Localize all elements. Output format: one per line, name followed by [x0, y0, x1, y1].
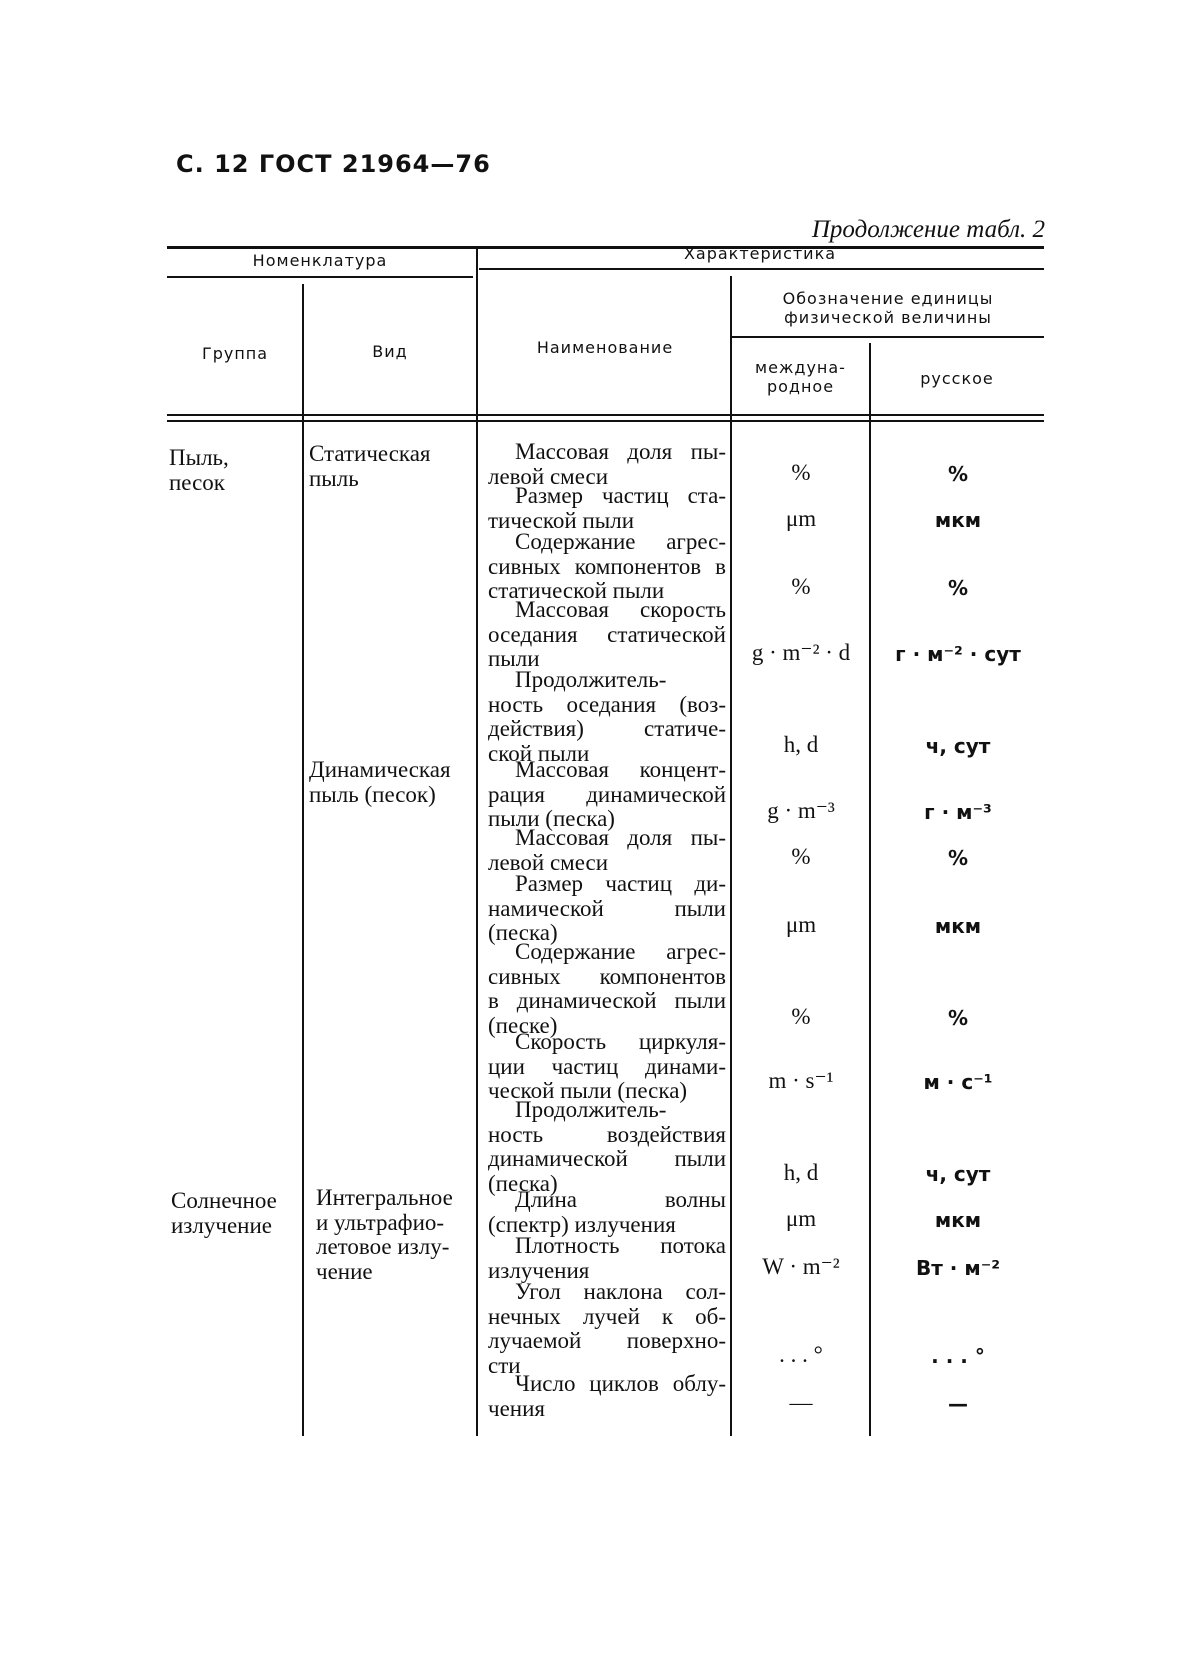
- characteristic-name-cell: [488, 826, 726, 875]
- characteristic-name-line: (песка): [488, 1170, 558, 1196]
- international-unit: m · s⁻¹: [768, 1068, 834, 1093]
- characteristic-name-line: чения: [488, 1395, 545, 1421]
- kind-line: пыль: [309, 465, 359, 491]
- kind-line: Интегральное: [316, 1185, 453, 1210]
- kind-line: пыль (песок): [309, 781, 436, 807]
- characteristic-name-line: Длина волны: [515, 1187, 726, 1212]
- characteristic-name-cell: [488, 872, 726, 946]
- header-unit-designation: [734, 289, 1042, 327]
- characteristic-name-line: ской пыли: [488, 740, 590, 766]
- characteristic-name-line: намической пыли: [488, 895, 726, 921]
- russian-unit: мкм: [934, 914, 982, 938]
- russian-unit: %: [947, 462, 969, 486]
- header-unit-designation-line-1: Обозначение единицы: [782, 289, 994, 308]
- international-unit: %: [791, 460, 811, 485]
- international-unit: W · m⁻²: [762, 1254, 840, 1279]
- russian-unit: г · м⁻³: [924, 800, 992, 824]
- characteristic-name-cell: [488, 940, 726, 1038]
- characteristic-name-cell: [488, 668, 726, 766]
- international-unit: g · m⁻³: [767, 798, 835, 823]
- characteristic-name-line: Массовая доля пы-: [515, 439, 726, 464]
- group-cell: [171, 1189, 277, 1238]
- characteristic-name-cell: [488, 1234, 726, 1283]
- international-unit: g · m⁻² · d: [751, 640, 851, 665]
- characteristic-name-cell: [488, 758, 726, 832]
- characteristic-name-line: оседания статической: [488, 621, 726, 647]
- characteristic-name-line: Продолжитель-: [515, 1097, 667, 1122]
- characteristic-name-cell: [488, 1098, 726, 1196]
- header-russian: русское: [920, 369, 994, 388]
- header-group: Группа: [201, 344, 269, 363]
- characteristic-name-line: излучения: [488, 1257, 590, 1283]
- international-unit: %: [791, 574, 811, 599]
- international-unit: —: [789, 1390, 813, 1415]
- characteristic-name-line: ции частиц динами-: [488, 1053, 726, 1079]
- characteristic-name-line: Плотность потока: [515, 1233, 726, 1258]
- characteristic-name-cell: [488, 1030, 726, 1104]
- characteristic-name-cell: [488, 1372, 726, 1421]
- group-line: излучение: [171, 1212, 272, 1238]
- kind-cell: [316, 1186, 453, 1284]
- group-line: песок: [169, 469, 225, 495]
- characteristic-name-cell: [488, 598, 726, 672]
- characteristic-name-line: ность воздействия: [488, 1121, 726, 1147]
- characteristic-name-line: Угол наклона сол-: [515, 1279, 726, 1304]
- characteristic-name-cell: [488, 1280, 726, 1378]
- table-continuation-label: Продолжение табл. 2: [811, 216, 1045, 243]
- column-divider-nomenclature-characteristic: [476, 246, 478, 1436]
- characteristic-name-line: рация динамической: [488, 781, 726, 807]
- characteristic-name-line: Содержание агрес-: [515, 529, 726, 554]
- characteristic-name-line: динамической пыли: [488, 1146, 726, 1171]
- group-line: Пыль,: [169, 445, 229, 470]
- international-unit: μm: [785, 1206, 817, 1231]
- characteristic-name-line: ческой пыли (песка): [488, 1078, 688, 1103]
- russian-unit: %: [947, 846, 969, 870]
- header-kind: Вид: [372, 342, 408, 361]
- characteristic-name-line: сивных компонентов в: [488, 553, 726, 579]
- russian-unit: %: [947, 576, 969, 600]
- header-international-line-1: междуна-: [755, 358, 846, 377]
- international-unit: h, d: [783, 732, 819, 757]
- characteristic-name-line: Скорость циркуля-: [515, 1029, 726, 1054]
- russian-unit: м · с⁻¹: [923, 1070, 993, 1094]
- characteristic-name-line: Число циклов облу-: [515, 1371, 726, 1396]
- characteristic-name-line: Размер частиц ди-: [515, 871, 726, 896]
- russian-unit: . . . °: [931, 1344, 985, 1368]
- kind-cell: [309, 758, 451, 807]
- characteristic-name-cell: [488, 1188, 726, 1237]
- russian-unit: ч, сут: [925, 1162, 991, 1186]
- international-unit: μm: [785, 506, 817, 531]
- kind-line: летовое излу-: [316, 1234, 450, 1259]
- characteristic-name-line: сивных компонентов: [488, 963, 726, 989]
- characteristic-name-line: тической пыли: [488, 507, 635, 533]
- kind-line: Статическая: [309, 441, 431, 466]
- kind-line: и ультрафио-: [316, 1209, 445, 1235]
- russian-unit: мкм: [934, 508, 982, 532]
- group-line: Солнечное: [171, 1188, 277, 1213]
- international-unit: . . . °: [779, 1342, 823, 1367]
- characteristic-name-line: (песке): [488, 1012, 558, 1038]
- column-divider-group-kind: [302, 284, 304, 1436]
- characteristic-name-line: (спектр) излучения: [488, 1211, 676, 1237]
- unit-designation-underline: [732, 336, 1044, 338]
- group-cell: [169, 446, 229, 495]
- characteristic-underline: [479, 268, 1044, 270]
- header-name: Наименование: [536, 338, 674, 357]
- characteristic-name-cell: [488, 484, 726, 533]
- international-unit: %: [791, 1004, 811, 1029]
- characteristic-name-line: левой смеси: [488, 463, 609, 489]
- characteristic-name-line: нечных лучей к об-: [488, 1303, 726, 1329]
- kind-cell: [309, 442, 431, 491]
- characteristic-name-cell: [488, 530, 726, 604]
- characteristic-name-line: (песка): [488, 920, 558, 945]
- header-bottom-rule-1: [167, 414, 1044, 416]
- characteristic-name-line: Массовая доля пы-: [515, 825, 726, 850]
- characteristic-name-line: левой смеси: [488, 849, 609, 875]
- characteristic-name-line: ность оседания (воз-: [488, 691, 726, 717]
- column-divider-intl-russian: [869, 343, 871, 1436]
- characteristic-name-line: пыли (песка): [488, 806, 615, 831]
- international-unit: %: [791, 844, 811, 869]
- kind-line: Динамическая: [309, 757, 451, 782]
- header-unit-designation-line-2: физической величины: [784, 308, 992, 327]
- nomenclature-underline: [167, 276, 473, 278]
- characteristic-name-line: Массовая скорость: [515, 597, 726, 622]
- russian-unit: ч, сут: [925, 734, 991, 758]
- characteristic-name-line: Содержание агрес-: [515, 939, 726, 964]
- characteristic-name-line: в динамической пыли: [488, 988, 726, 1013]
- header-international: [733, 358, 868, 396]
- characteristic-name-line: статической пыли: [488, 578, 665, 603]
- russian-unit: %: [947, 1006, 969, 1030]
- international-unit: h, d: [783, 1160, 819, 1185]
- header-bottom-rule-2: [167, 420, 1044, 422]
- header-characteristic: Характеристика: [683, 244, 837, 263]
- characteristic-name-line: Продолжитель-: [515, 667, 667, 692]
- header-nomenclature: Номенклатура: [252, 251, 388, 270]
- characteristic-name-line: пыли: [488, 646, 540, 671]
- russian-unit: мкм: [934, 1208, 982, 1232]
- characteristic-name-line: действия) статиче-: [488, 716, 726, 741]
- header-international-line-2: родное: [766, 377, 835, 396]
- characteristic-name-cell: [488, 440, 726, 489]
- russian-unit: Вт · м⁻²: [915, 1256, 1001, 1280]
- column-divider-name-units: [730, 276, 732, 1436]
- russian-unit: —: [948, 1392, 968, 1416]
- page-reference: С. 12 ГОСТ 21964—76: [176, 150, 491, 178]
- russian-unit: г · м⁻² · сут: [895, 642, 1021, 666]
- characteristic-name-line: Размер частиц ста-: [515, 483, 726, 508]
- international-unit: μm: [785, 912, 817, 937]
- characteristic-name-line: лучаемой поверхно-: [488, 1328, 726, 1353]
- characteristic-name-line: сти: [488, 1352, 521, 1378]
- characteristic-name-line: Массовая концент-: [515, 757, 726, 782]
- kind-line: чение: [316, 1258, 373, 1284]
